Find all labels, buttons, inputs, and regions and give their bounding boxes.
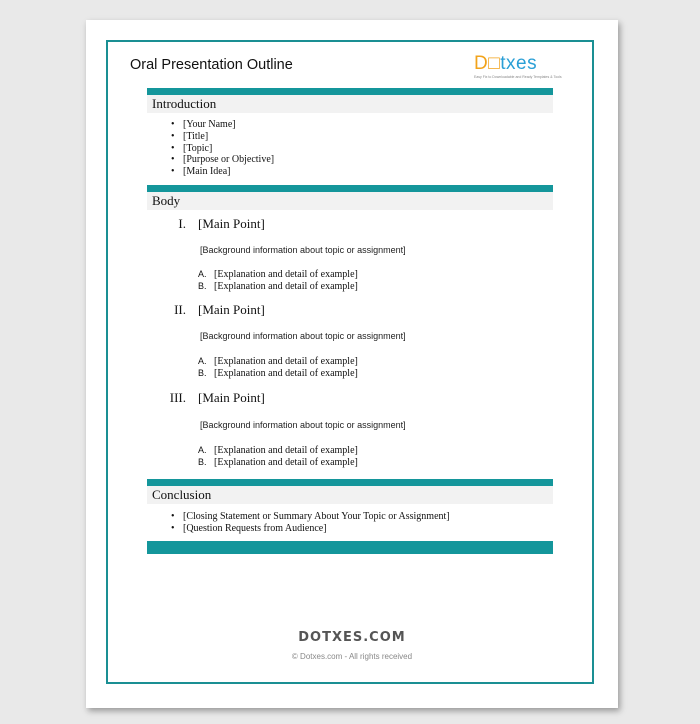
introduction-heading: Introduction bbox=[147, 95, 553, 113]
background-info: [Background information about topic or assignment] bbox=[200, 420, 406, 430]
section-divider bbox=[147, 88, 553, 95]
footer-brand: DOTXES.COM bbox=[298, 630, 406, 645]
point-numeral: III. bbox=[169, 390, 186, 405]
logo-doc-icon: □ bbox=[488, 53, 501, 74]
body-heading: Body bbox=[147, 192, 553, 210]
document-page bbox=[86, 20, 618, 708]
list-item: • [Closing Statement or Summary About Your Topic or Assignment] bbox=[183, 511, 450, 523]
sub-point: B. [Explanation and detail of example] bbox=[198, 281, 358, 292]
logo-tagline: Easy Fix to Downloadable and Ready Templates & Tools bbox=[474, 75, 562, 79]
section-divider bbox=[147, 185, 553, 192]
sub-point: A. [Explanation and detail of example] bbox=[198, 356, 358, 367]
point-label: [Main Point] bbox=[198, 302, 265, 317]
list-item: • [Your Name] bbox=[183, 119, 274, 131]
point-numeral: II. bbox=[174, 302, 186, 317]
closing-divider bbox=[147, 541, 553, 554]
point-label: [Main Point] bbox=[198, 390, 265, 405]
point-numeral: I. bbox=[178, 216, 186, 231]
logo-wordmark bbox=[474, 54, 554, 74]
conclusion-heading: Conclusion bbox=[147, 486, 553, 504]
conclusion-list bbox=[147, 511, 450, 535]
list-item: • [Title] bbox=[183, 131, 274, 143]
footer-copyright: © Dotxes.com - All rights received bbox=[291, 652, 413, 661]
list-item: • [Purpose or Objective] bbox=[183, 154, 274, 166]
introduction-list bbox=[147, 119, 274, 178]
sub-point: B. [Explanation and detail of example] bbox=[198, 457, 358, 468]
logo-letter-d: D bbox=[474, 53, 489, 74]
sub-point: A. [Explanation and detail of example] bbox=[198, 269, 358, 280]
dotxes-logo bbox=[474, 53, 562, 84]
background-info: [Background information about topic or assignment] bbox=[200, 245, 406, 255]
logo-letter-t: t bbox=[500, 53, 506, 74]
background-info: [Background information about topic or assignment] bbox=[200, 331, 406, 341]
list-item: • [Question Requests from Audience] bbox=[183, 523, 450, 535]
logo-letters-xes: xes bbox=[506, 53, 538, 74]
section-divider bbox=[147, 479, 553, 486]
list-item: • [Main Idea] bbox=[183, 166, 274, 178]
sub-point: A. [Explanation and detail of example] bbox=[198, 445, 358, 456]
point-label: [Main Point] bbox=[198, 216, 265, 231]
list-item: • [Topic] bbox=[183, 143, 274, 155]
sub-point: B. [Explanation and detail of example] bbox=[198, 368, 358, 379]
document-title: Oral Presentation Outline bbox=[130, 57, 293, 73]
